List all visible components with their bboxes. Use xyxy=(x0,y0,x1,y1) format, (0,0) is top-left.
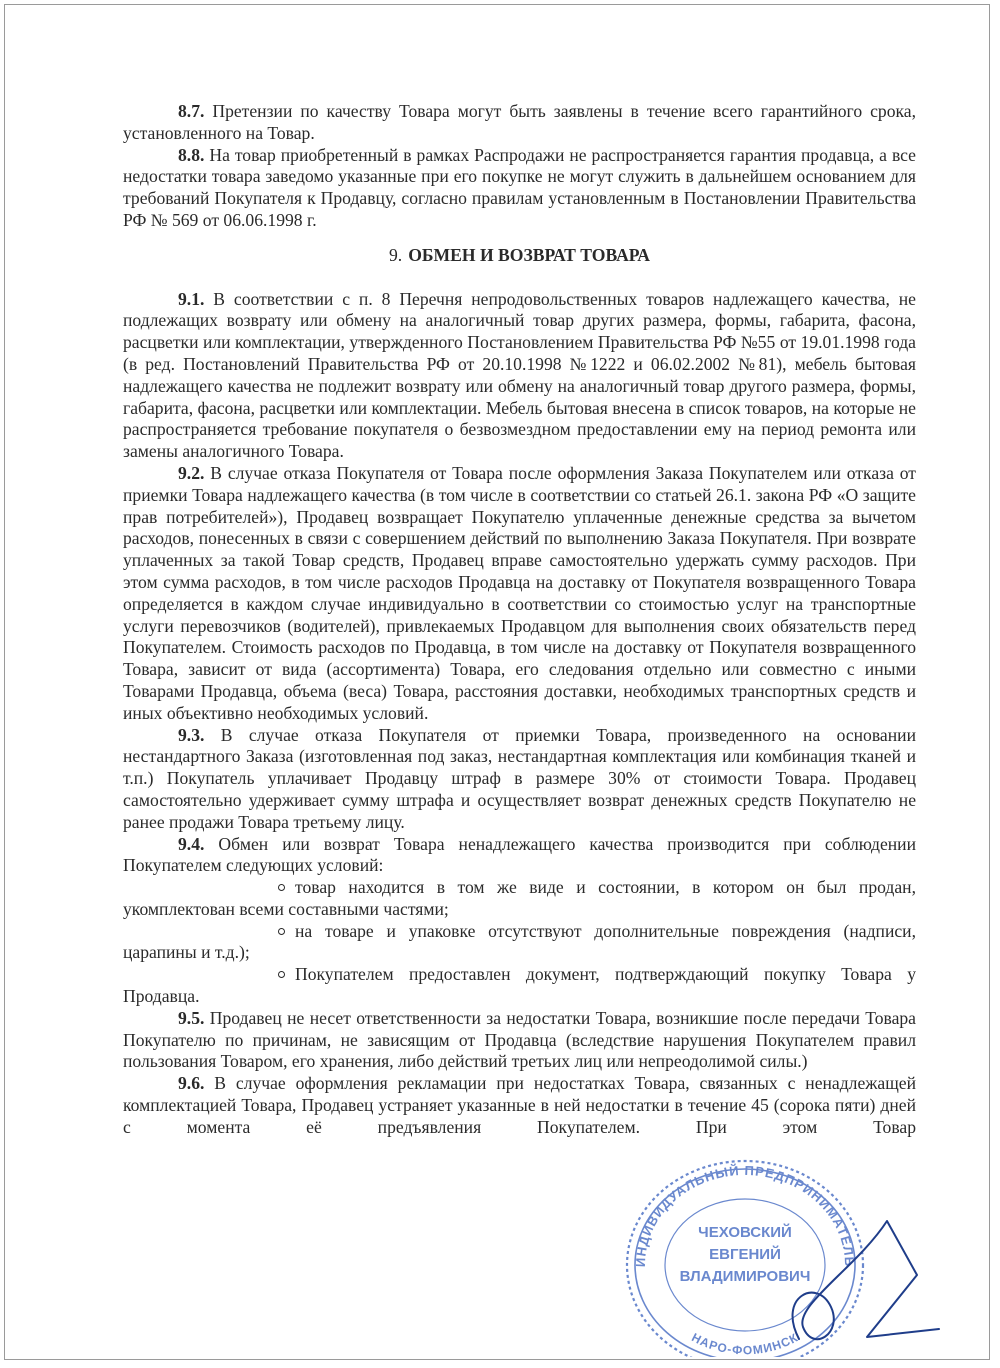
paragraph-number: 9.3. xyxy=(178,724,205,745)
list-item-text: на товаре и упаковке отсутствуют дополнительные повреждения (надписи, царапины и т.д.); xyxy=(123,920,916,963)
seal-ring-top-text: ИНДИВИДУАЛЬНЫЙ ПРЕДПРИНИМАТЕЛЬ xyxy=(632,1162,858,1268)
seal-line-2: ЕВГЕНИЙ xyxy=(709,1246,781,1263)
paragraph-9-3 xyxy=(123,725,916,834)
section-title: ОБМЕН И ВОЗВРАТ ТОВАРА xyxy=(408,244,650,265)
paragraph-9-6 xyxy=(123,1073,916,1138)
paragraph-9-5 xyxy=(123,1008,916,1073)
paragraph-number: 8.7. xyxy=(178,101,205,121)
signature-icon xyxy=(793,1221,939,1339)
bullet-icon xyxy=(278,971,285,978)
bullet-icon xyxy=(278,884,285,891)
paragraph-text: Продавец не несет ответственности за недостатки Товара, возникшие после передачи Товара Покупателю по причинам, не зависящим от Продавца (вследствие нарушения Покупателем правил пользования Товаром, его хранения, либо действий третьих лиц или непреодолимой силы.) xyxy=(123,1007,916,1072)
list-item-text: товар находится в том же виде и состоянии, в котором он был продан, укомплектован всеми составными частями; xyxy=(123,877,916,919)
list-item xyxy=(123,921,916,965)
list-item-text: Покупателем предоставлен документ, подтверждающий покупку Товара у Продавца. xyxy=(123,964,916,1007)
list-item xyxy=(123,964,916,1008)
section-number: 9. xyxy=(389,244,403,265)
paragraph-9-2 xyxy=(123,463,916,725)
paragraph-text: Обмен или возврат Товара ненадлежащего качества производится при соблюдении Покупателем следующих условий: xyxy=(123,833,916,876)
section-heading xyxy=(123,245,916,267)
seal-line-3: ВЛАДИМИРОВИЧ xyxy=(679,1268,811,1285)
paragraph-number: 9.1. xyxy=(178,288,205,309)
bullet-icon xyxy=(278,928,285,935)
paragraph-text: В случае оформления рекламации при недостатках Товара, связанных с ненадлежащей комплектацией Товара, Продавец устраняет указанные в ней недостатки в течение 45 (сорока пяти) дней с момента её предъявления Покупателем. При этом Товар xyxy=(123,1073,916,1137)
paragraph-text: В соответствии с п. 8 Перечня непродовольственных товаров надлежащего качества, не подлежащих возврату или обмену на аналогичный товар других размера, формы, габарита, фасона, расцветки или комплектации, утвержденного Постановлением Правительства РФ №55 от 19.01.1998 года (в ред. Постановлений Правительства РФ от 20.10.1998 №1222 и 06.02.2002 №81), мебель бытовая надлежащего качества не подлежит возврату или обмену на аналогичный товар другого размера, формы, габарита, фасона, расцветки или комплектации. Мебель бытовая внесена в список товаров, на которые не распространяется требование покупателя о безвозмездном предоставлении ему на период ремонта или замены аналогичного Товара. xyxy=(123,288,916,462)
paragraph-9-1 xyxy=(123,289,916,463)
document-body xyxy=(123,101,916,1139)
list-item xyxy=(123,877,916,921)
document-page xyxy=(4,4,990,1360)
paragraph-9-4 xyxy=(123,834,916,878)
paragraph-text: В случае отказа Покупателя от приемки Товара, произведенного на основании нестандартного Заказа (изготовленная под заказ, нестандартная комплектация или комбинация тканей и т.п.) Покупатель уплачивает Продавцу штраф в размере 30% от стоимости Товара. Продавец самостоятельно удерживает сумму штрафа и осуществляет возврат денежных средств Покупателю не ранее продажи Товара третьему лицу. xyxy=(123,724,916,832)
paragraph-number: 8.8. xyxy=(178,144,205,165)
paragraph-number: 9.4. xyxy=(178,833,205,854)
seal-stamp xyxy=(617,1157,957,1357)
paragraph-text: На товар приобретенный в рамках Распродажи не распространяется гарантия продавца, а все недостатки товара заведомо указанные при его покупке не могут служить в дальнейшем основанием для требований Покупателя к Продавцу, согласно правилам установленным в Постановлении Правительства РФ № 569 от 06.06.1998 г. xyxy=(123,144,916,230)
paragraph-number: 9.5. xyxy=(178,1007,205,1028)
paragraph-text: В случае отказа Покупателя от Товара после оформления Заказа Покупателем или отказа от приемки Товара надлежащего качества (в том числе в соответствии со статьей 26.1. закона РФ «О защите прав потребителей»), Продавец возвращает Покупателю уплаченные денежные средства за вычетом расходов, понесенных в связи с совершением действий по выполнению Заказа Покупателя. При возврате уплаченных за такой Товар средств, Продавец вправе самостоятельно удержать сумму расходов. При этом сумма расходов, в том числе расходов Продавца на доставку от Покупателя возвращенного Товара определяется в каждом случае индивидуально в соответствии со стоимостью услуг на транспортные услуги перевозчиков (водителей), привлекаемых Продавцом для выполнения своих обязательств перед Покупателем. Стоимость расходов по Продавца, в том числе на доставку от Покупателя возвращенного Товара, зависит от вида (ассортимента) Товара, его следования отдельно или совместно с иными Товарами Продавца, объема (веса) Товара, расстояния доставки, необходимых транспортных средств и иных объективно необходимых условий. xyxy=(123,462,916,723)
seal-ring-bottom-text: НАРО-ФОМИНСК xyxy=(689,1330,801,1357)
paragraph-8-8 xyxy=(123,145,916,232)
paragraph-number: 9.2. xyxy=(178,462,205,483)
paragraph-8-7 xyxy=(123,101,916,145)
svg-text:НАРО-ФОМИНСК xyxy=(689,1330,800,1357)
seal-line-1: ЧЕХОВСКИЙ xyxy=(698,1224,792,1241)
paragraph-text: Претензии по качеству Товара могут быть заявлены в течение всего гарантийного срока, установленного на Товар. xyxy=(123,101,916,143)
paragraph-number: 9.6. xyxy=(178,1073,205,1094)
